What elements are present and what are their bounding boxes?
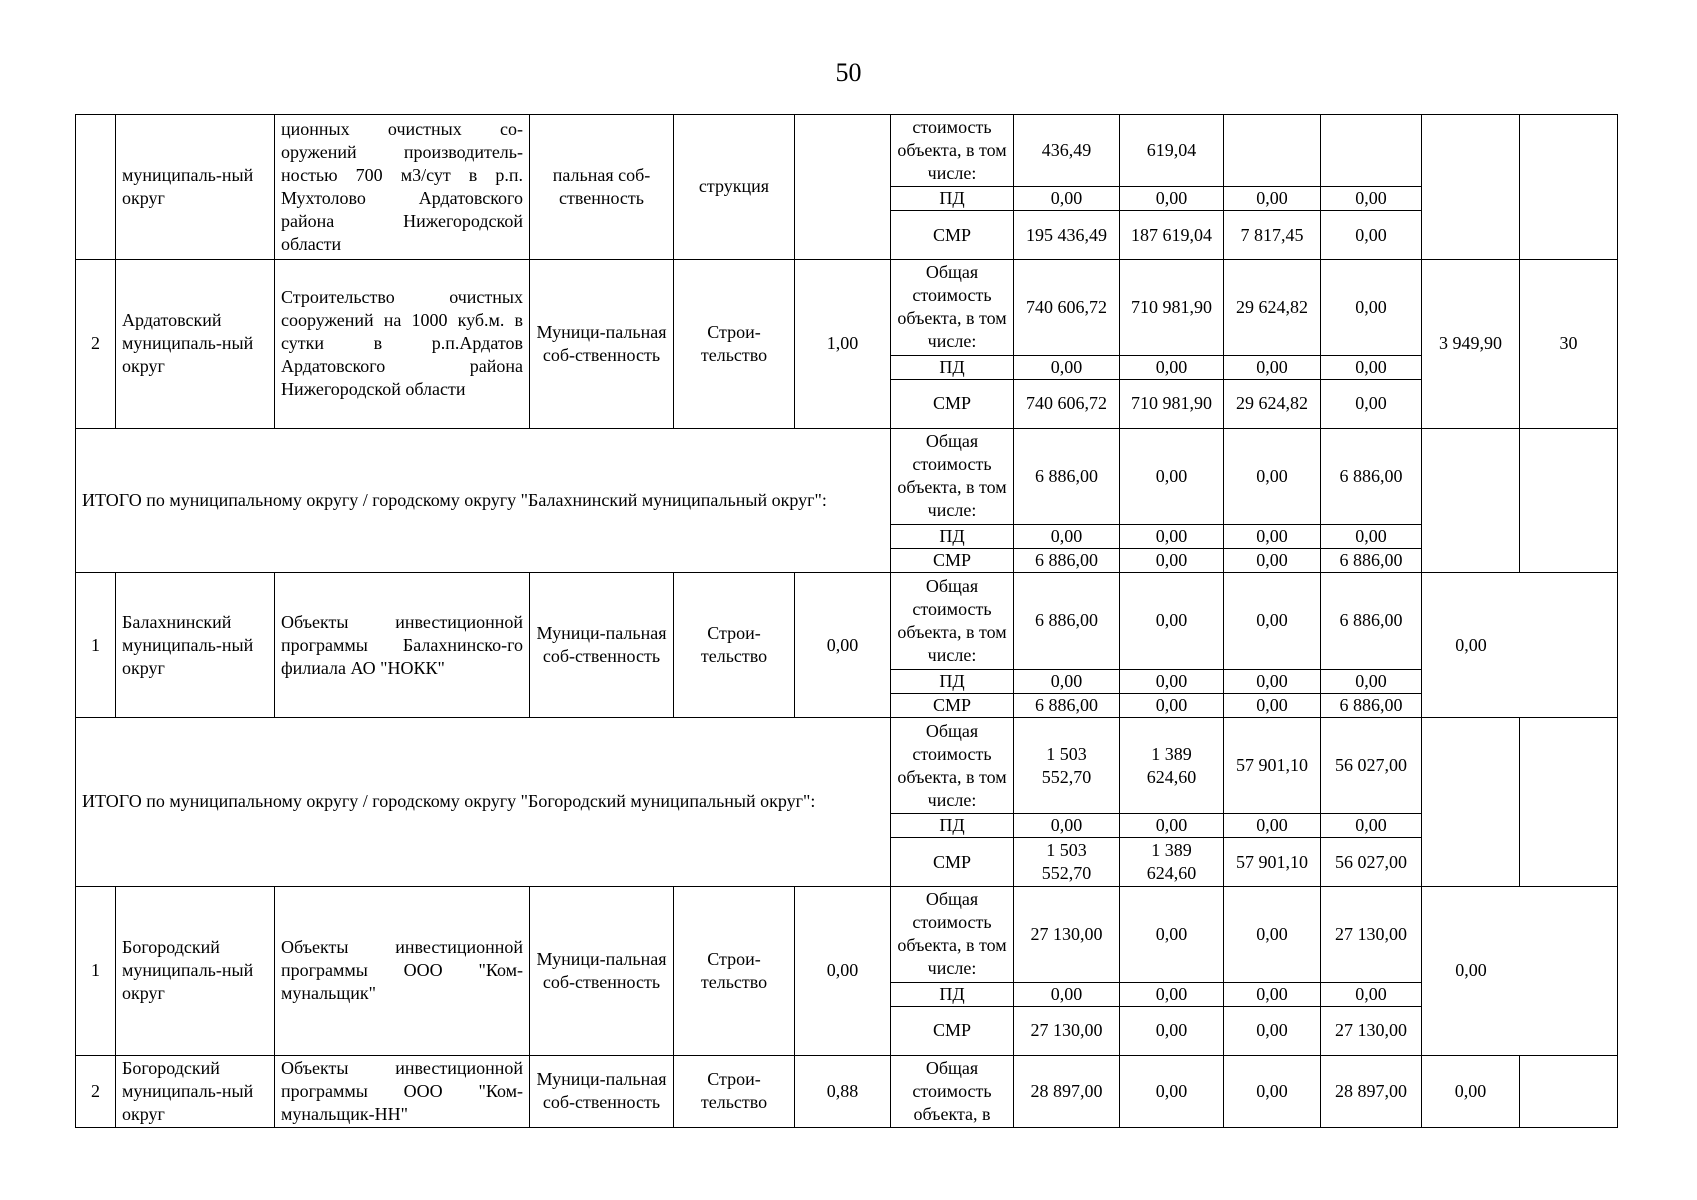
pd-value: 0,00 [1321,983,1422,1007]
pd-value: 0,00 [1120,524,1224,548]
col12-cell: 30 [1520,259,1618,428]
ownership-cell: Муници-пальная соб-ственность [530,259,674,428]
district-cell: Балахнинский муниципаль-ный округ [116,573,275,718]
pd-value: 0,00 [1224,187,1321,211]
pd-value: 0,00 [1014,524,1120,548]
work-type-cell: Строи-тельство [674,886,795,1055]
total-cost-label: стоимость объекта, в том числе: [891,115,1014,187]
object-name-cell: Строительство очистных сооружений на 1000 куб.м. в сутки в р.п.Ардатов Ардатовского района Нижегородской области [275,259,530,428]
district-cell: Богородский муниципаль-ный округ [116,886,275,1055]
district-total-title: ИТОГО по муниципальному округу / городскому округу "Балахнинский муниципальный округ": [76,428,891,573]
smr-value: 0,00 [1321,211,1422,259]
total-cost-value: 0,00 [1224,886,1321,982]
total-cost-value: 27 130,00 [1014,886,1120,982]
col12-cell [1520,717,1618,886]
total-cost-value: 0,00 [1224,573,1321,669]
total-cost-value: 27 130,00 [1321,886,1422,982]
total-cost-value: 1 389 624,60 [1120,717,1224,813]
col11-cell: 3 949,90 [1422,259,1520,428]
table-row [76,573,1618,669]
total-cost-value: 0,00 [1120,428,1224,524]
row-number: 2 [76,1055,116,1128]
pd-value: 0,00 [1014,669,1120,693]
pd-value: 0,00 [1224,669,1321,693]
total-cost-value: 6 886,00 [1321,428,1422,524]
smr-value: 195 436,49 [1014,211,1120,259]
col11-cell [1422,428,1520,573]
pd-value: 0,00 [1224,814,1321,838]
smr-label: СМР [891,380,1014,428]
total-cost-value: 28 897,00 [1321,1055,1422,1128]
row-number: 1 [76,573,116,718]
total-cost-value: 0,00 [1120,886,1224,982]
col11-cell [1422,886,1618,1055]
pd-value: 0,00 [1321,356,1422,380]
col11-cell: 0,00 [1422,1055,1520,1128]
smr-value: 57 901,10 [1224,838,1321,886]
pd-value: 0,00 [1224,524,1321,548]
pd-label: ПД [891,983,1014,1007]
smr-value: 29 624,82 [1224,380,1321,428]
district-cell: Ардатовский муниципаль-ный округ [116,259,275,428]
pd-value: 0,00 [1014,356,1120,380]
smr-label: СМР [891,693,1014,717]
total-cost-value: 57 901,10 [1224,717,1321,813]
smr-label: СМР [891,549,1014,573]
smr-label: СМР [891,1007,1014,1055]
smr-value: 6 886,00 [1321,693,1422,717]
smr-value: 187 619,04 [1120,211,1224,259]
col12-cell [1520,115,1618,260]
pd-value: 0,00 [1120,983,1224,1007]
smr-label: СМР [891,838,1014,886]
work-type-cell: Строи-тельство [674,1055,795,1128]
total-cost-value [1224,115,1321,187]
total-cost-value: 710 981,90 [1120,259,1224,355]
district-cell: муниципаль-ный округ [116,115,275,260]
col11-cell [1422,115,1520,260]
object-name-cell: Объекты инвестиционной программы ООО "Ком-мунальщик" [275,886,530,1055]
pd-value: 0,00 [1224,356,1321,380]
pd-value: 0,00 [1120,814,1224,838]
smr-value: 0,00 [1321,380,1422,428]
smr-value: 0,00 [1224,1007,1321,1055]
capacity-cell: 0,00 [795,886,891,1055]
smr-value: 0,00 [1120,693,1224,717]
work-type-cell: Строи-тельство [674,573,795,718]
total-cost-value [1321,115,1422,187]
capacity-cell [795,115,891,260]
pd-value: 0,00 [1321,669,1422,693]
table-row [76,428,1618,524]
object-name-cell: Объекты инвестиционной программы ООО "Ком-мунальщик-НН" [275,1055,530,1128]
total-cost-label: Общая стоимость объекта, в том числе: [891,259,1014,355]
smr-value: 6 886,00 [1321,549,1422,573]
capacity-cell: 0,88 [795,1055,891,1128]
smr-value: 740 606,72 [1014,380,1120,428]
row-number [76,115,116,260]
smr-value: 0,00 [1120,549,1224,573]
pd-value: 0,00 [1321,814,1422,838]
total-cost-value: 436,49 [1014,115,1120,187]
total-cost-value: 6 886,00 [1014,428,1120,524]
total-cost-label: Общая стоимость объекта, в том числе: [891,886,1014,982]
work-type-cell: струкция [674,115,795,260]
district-cell: Богородский муниципаль-ный округ [116,1055,275,1128]
col11-value: 0,00 [1455,960,1487,981]
table-row [76,717,1618,813]
total-cost-value: 1 503 552,70 [1014,717,1120,813]
total-cost-value: 6 886,00 [1014,573,1120,669]
ownership-cell: Муници-пальная соб-ственность [530,1055,674,1128]
table-row [76,886,1618,982]
object-name-cell: Объекты инвестиционной программы Балахнинско-го филиала АО "НОКК" [275,573,530,718]
smr-value: 1 503 552,70 [1014,838,1120,886]
pd-label: ПД [891,669,1014,693]
pd-value: 0,00 [1014,187,1120,211]
pd-value: 0,00 [1014,814,1120,838]
smr-value: 710 981,90 [1120,380,1224,428]
page-number: 50 [835,58,862,87]
pd-value: 0,00 [1120,187,1224,211]
col12-cell [1520,428,1618,573]
total-cost-value: 56 027,00 [1321,717,1422,813]
pd-value: 0,00 [1224,983,1321,1007]
total-cost-value: 28 897,00 [1014,1055,1120,1128]
smr-value: 1 389 624,60 [1120,838,1224,886]
capacity-cell: 0,00 [795,573,891,718]
row-number: 2 [76,259,116,428]
investment-table [75,114,1618,1128]
col12-cell [1520,1055,1618,1128]
district-total-title: ИТОГО по муниципальному округу / городскому округу "Богородский муниципальный округ": [76,717,891,886]
total-cost-value: 740 606,72 [1014,259,1120,355]
smr-value: 0,00 [1120,1007,1224,1055]
pd-value: 0,00 [1120,669,1224,693]
total-cost-value: 0,00 [1224,1055,1321,1128]
total-cost-value: 619,04 [1120,115,1224,187]
total-cost-label: Общая стоимость объекта, в том числе: [891,717,1014,813]
table-row [76,115,1618,187]
pd-value: 0,00 [1120,356,1224,380]
ownership-cell: Муници-пальная соб-ственность [530,886,674,1055]
total-cost-value: 0,00 [1120,1055,1224,1128]
total-cost-value: 29 624,82 [1224,259,1321,355]
total-cost-label: Общая стоимость объекта, в [891,1055,1014,1128]
pd-label: ПД [891,356,1014,380]
smr-value: 6 886,00 [1014,549,1120,573]
capacity-cell: 1,00 [795,259,891,428]
work-type-cell: Строи-тельство [674,259,795,428]
col11-cell [1422,573,1618,718]
col11-cell [1422,717,1520,886]
ownership-cell: Муници-пальная соб-ственность [530,573,674,718]
table-row [76,1055,1618,1128]
smr-value: 7 817,45 [1224,211,1321,259]
total-cost-label: Общая стоимость объекта, в том числе: [891,428,1014,524]
smr-value: 6 886,00 [1014,693,1120,717]
total-cost-value: 0,00 [1120,573,1224,669]
row-number: 1 [76,886,116,1055]
total-cost-value: 0,00 [1224,428,1321,524]
smr-value: 0,00 [1224,693,1321,717]
smr-value: 0,00 [1224,549,1321,573]
pd-value: 0,00 [1321,524,1422,548]
object-name-cell: ционных очистных со-оружений производитель-ностью 700 м3/сут в р.п. Мухтолово Ардатовского района Нижегородской области [275,115,530,260]
total-cost-value: 6 886,00 [1321,573,1422,669]
pd-value: 0,00 [1321,187,1422,211]
smr-value: 56 027,00 [1321,838,1422,886]
table-row [76,259,1618,355]
total-cost-value: 0,00 [1321,259,1422,355]
smr-label: СМР [891,211,1014,259]
col11-value: 0,00 [1455,634,1487,655]
smr-value: 27 130,00 [1321,1007,1422,1055]
pd-label: ПД [891,814,1014,838]
pd-value: 0,00 [1014,983,1120,1007]
smr-value: 27 130,00 [1014,1007,1120,1055]
pd-label: ПД [891,187,1014,211]
total-cost-label: Общая стоимость объекта, в том числе: [891,573,1014,669]
ownership-cell: пальная соб-ственность [530,115,674,260]
pd-label: ПД [891,524,1014,548]
